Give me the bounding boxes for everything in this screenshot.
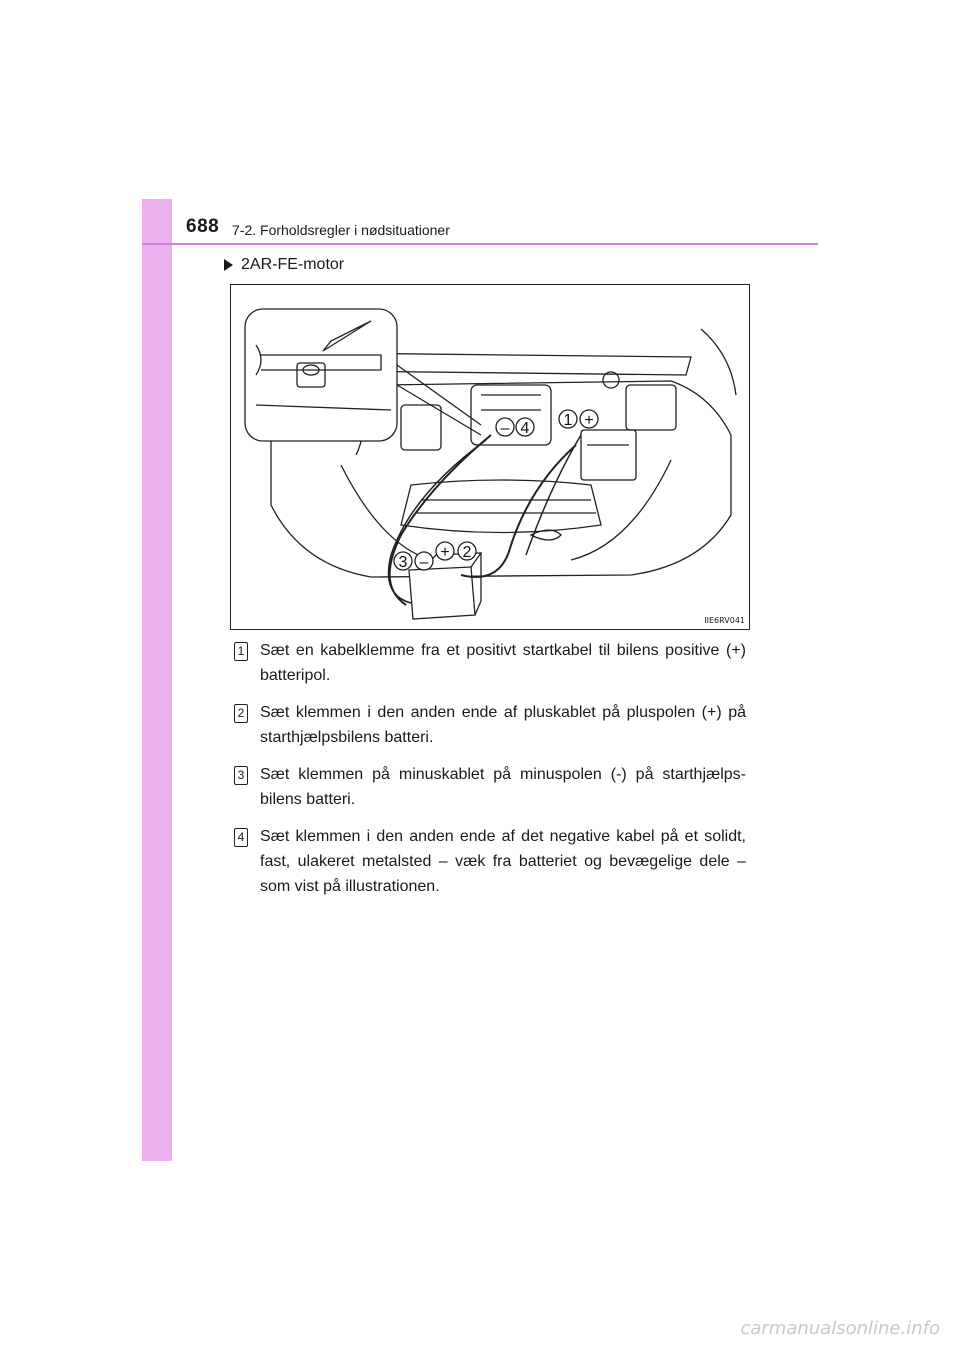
callout-minus-4: – <box>500 420 510 437</box>
step-item <box>234 762 746 812</box>
step-number: 3 <box>234 766 248 785</box>
step-text: Sæt en kabelklemme fra et positivt startkabel til bilens positive (+) batteripol. <box>260 642 746 684</box>
watermark-footer: carmanualsonline.info <box>740 1318 940 1339</box>
page-number: 688 <box>186 216 220 237</box>
triangle-bullet-icon <box>224 259 233 271</box>
step-item <box>234 700 746 750</box>
step-number: 2 <box>234 704 248 723</box>
callout-minus-3: – <box>419 554 429 571</box>
step-list <box>234 638 746 911</box>
callout-2: 2 <box>462 544 472 561</box>
side-tab-band <box>142 199 172 1161</box>
step-number: 4 <box>234 828 248 847</box>
section-title: 7-2. Forholdsregler i nødsituationer <box>232 222 450 238</box>
figure-code: IIE6RV041 <box>704 616 745 625</box>
step-text: Sæt klemmen i den anden ende af det negative kabel på et solidt, fast, ulakeret metalsted – væk fra batteriet og bevægelige dele – som vist på illustrationen. <box>260 828 746 895</box>
engine-bay-drawing <box>231 285 750 630</box>
callout-3: 3 <box>398 554 408 571</box>
step-item <box>234 824 746 899</box>
callout-plus-1: + <box>584 412 594 429</box>
engine-subheading <box>224 256 344 274</box>
callout-4: 4 <box>520 420 530 437</box>
header-divider <box>142 243 818 245</box>
step-number: 1 <box>234 642 248 661</box>
step-item <box>234 638 746 688</box>
callout-plus-2: + <box>440 544 450 561</box>
callout-1: 1 <box>563 412 573 429</box>
step-text: Sæt klemmen i den anden ende af pluskablet på pluspolen (+) på starthjælpsbilens batteri. <box>260 704 746 746</box>
jump-start-illustration <box>230 284 750 630</box>
step-text: Sæt klemmen på minuskablet på minuspolen (-) på starthjælps-bilens batteri. <box>260 766 746 808</box>
engine-subheading-text: 2AR-FE-motor <box>241 256 345 273</box>
